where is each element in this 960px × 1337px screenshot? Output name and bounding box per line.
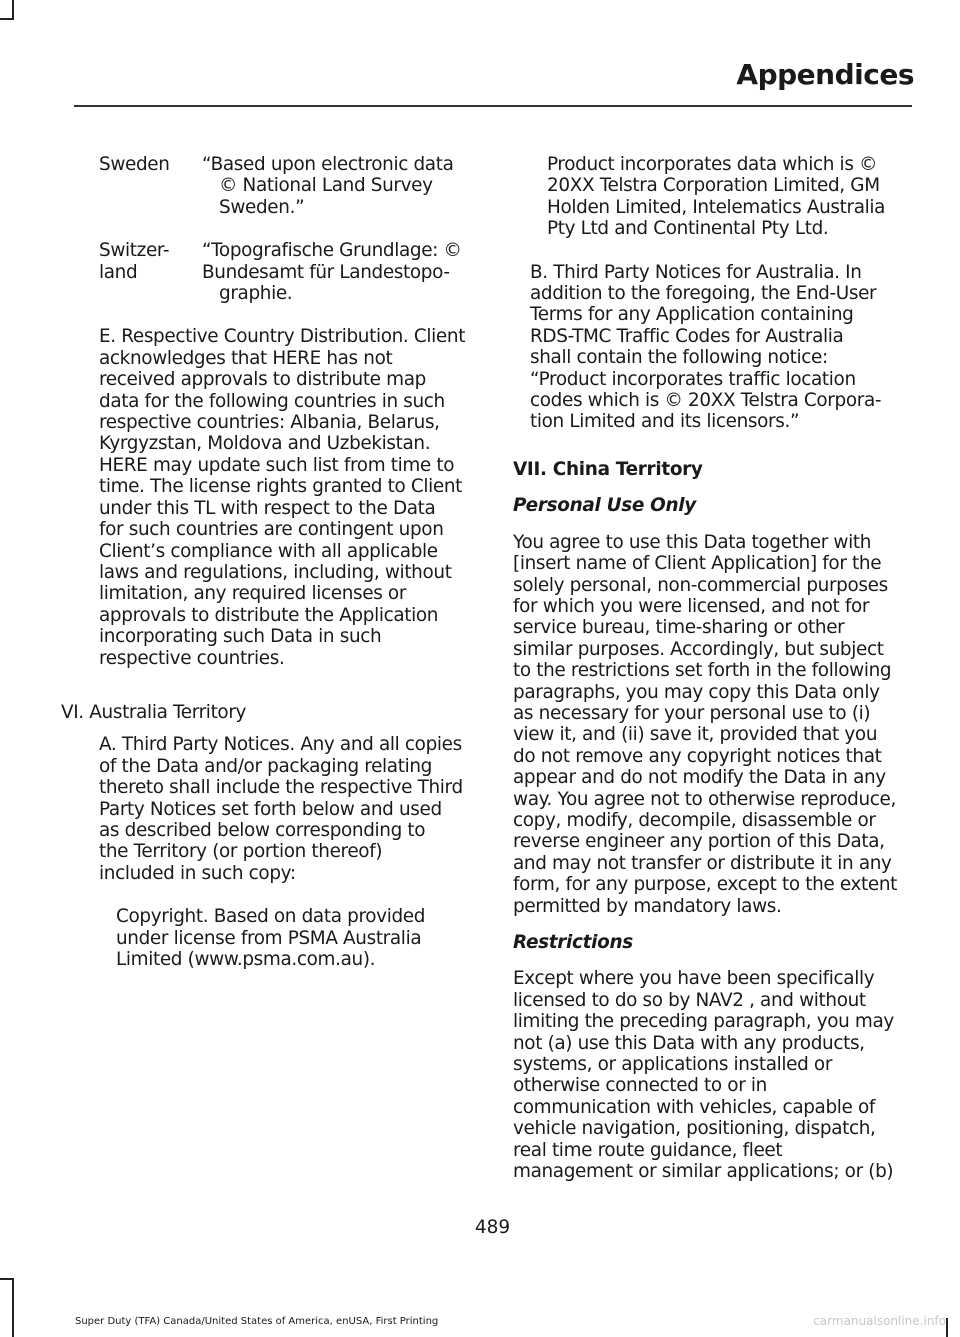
- country-name: Sweden: [99, 154, 170, 175]
- paragraph-telstra-product-notice: Product incorporates data which is © 20XX Telstra Corporation Limited, GM Holden Limited, Intelematics Australia Pty Ltd and Continental Pty Ltd.: [547, 154, 886, 240]
- section-heading-china: VII. China Territory: [513, 458, 703, 480]
- paragraph-country-distribution: E. Respective Country Distribution. Client acknowledges that HERE has not received approvals to distribute map data for the following countries in such respective countries: Albania, Belarus, Kyrgyzstan, Moldova and Uzbekistan. HERE may update such list from time to time. The license rights granted to Client under this TL with respect to the Data for such countries are contingent upon Client’s compliance with all applicable laws and regulations, including, without limitation, any required licenses or approvals to distribute the Application incorporating such Data in such respective countries.: [99, 326, 466, 669]
- country-name: Switzer- land: [99, 240, 170, 283]
- watermark: carmanualsonline.info: [813, 1314, 946, 1328]
- paragraph-psma-copyright: Copyright. Based on data provided under license from PSMA Australia Limited (www.psma.com.au).: [116, 906, 426, 970]
- header-divider: [74, 105, 912, 107]
- crop-mark: [0, 1278, 14, 1280]
- crop-mark: [12, 1278, 14, 1337]
- crop-mark: [946, 1318, 948, 1337]
- page-title: Appendices: [736, 58, 914, 91]
- paragraph-personal-use: You agree to use this Data together with [insert name of Client Application] for the solely personal, non-commercial purposes for which you were licensed, and not for service bureau, time-sharing or other similar purposes. Accordingly, but subject to the restrictions set forth in the following paragraphs, you may copy this Data only as necessary for your personal use to (i) view it, and (ii) save it, provided that you do not remove any copyright notices that appear and do not modify the Data in any way. You agree not to otherwise reproduce, copy, modify, decompile, disassemble or reverse engineer any portion of this Data, and may not transfer or distribute it in any form, for any purpose, except to the extent permitted by mandatory laws.: [513, 531, 898, 917]
- subheading-personal-use: Personal Use Only: [513, 495, 696, 517]
- paragraph-restrictions: Except where you have been specifically licensed to do so by NAV2 , and without limiting the preceding paragraph, you may not (a) use this Data with any products, systems, or applications installed or otherwise connected to or in communication with vehicles, capable of vehicle navigation, positioning, dispatch, real time route guidance, fleet management or similar applications; or (b): [513, 968, 894, 1183]
- left-column: [61, 154, 469, 970]
- page-number: 489: [474, 1217, 511, 1238]
- subheading-restrictions: Restrictions: [513, 932, 633, 953]
- crop-mark: [12, 0, 14, 20]
- right-column: [513, 154, 913, 1182]
- section-heading-australia: VI. Australia Territory: [61, 701, 247, 723]
- country-row-switzerland: [99, 240, 469, 304]
- country-notice: “Topografische Grundlage: © Bundesamt für Landestopo- graphie.: [202, 240, 462, 305]
- crop-mark: [0, 18, 14, 20]
- paragraph-third-party-notices: A. Third Party Notices. Any and all copies of the Data and/or packaging relating thereto shall include the respective Third Party Notices set forth below and used as described below corresponding to the Territory (or portion thereof) included in such copy:: [99, 734, 463, 884]
- country-notice: “Based upon electronic data © National Land Survey Sweden.”: [202, 154, 454, 218]
- country-row-sweden: [99, 154, 469, 218]
- paragraph-australia-notices: B. Third Party Notices for Australia. In addition to the foregoing, the End-User Terms for any Application containing RDS-TMC Traffic Codes for Australia shall contain the following notice: “Product incorporates traffic location codes which is © 20XX Telstra Corpora- tion Limited and its licensors.”: [530, 261, 882, 433]
- footer-text: Super Duty (TFA) Canada/United States of America, enUSA, First Printing: [75, 1316, 439, 1327]
